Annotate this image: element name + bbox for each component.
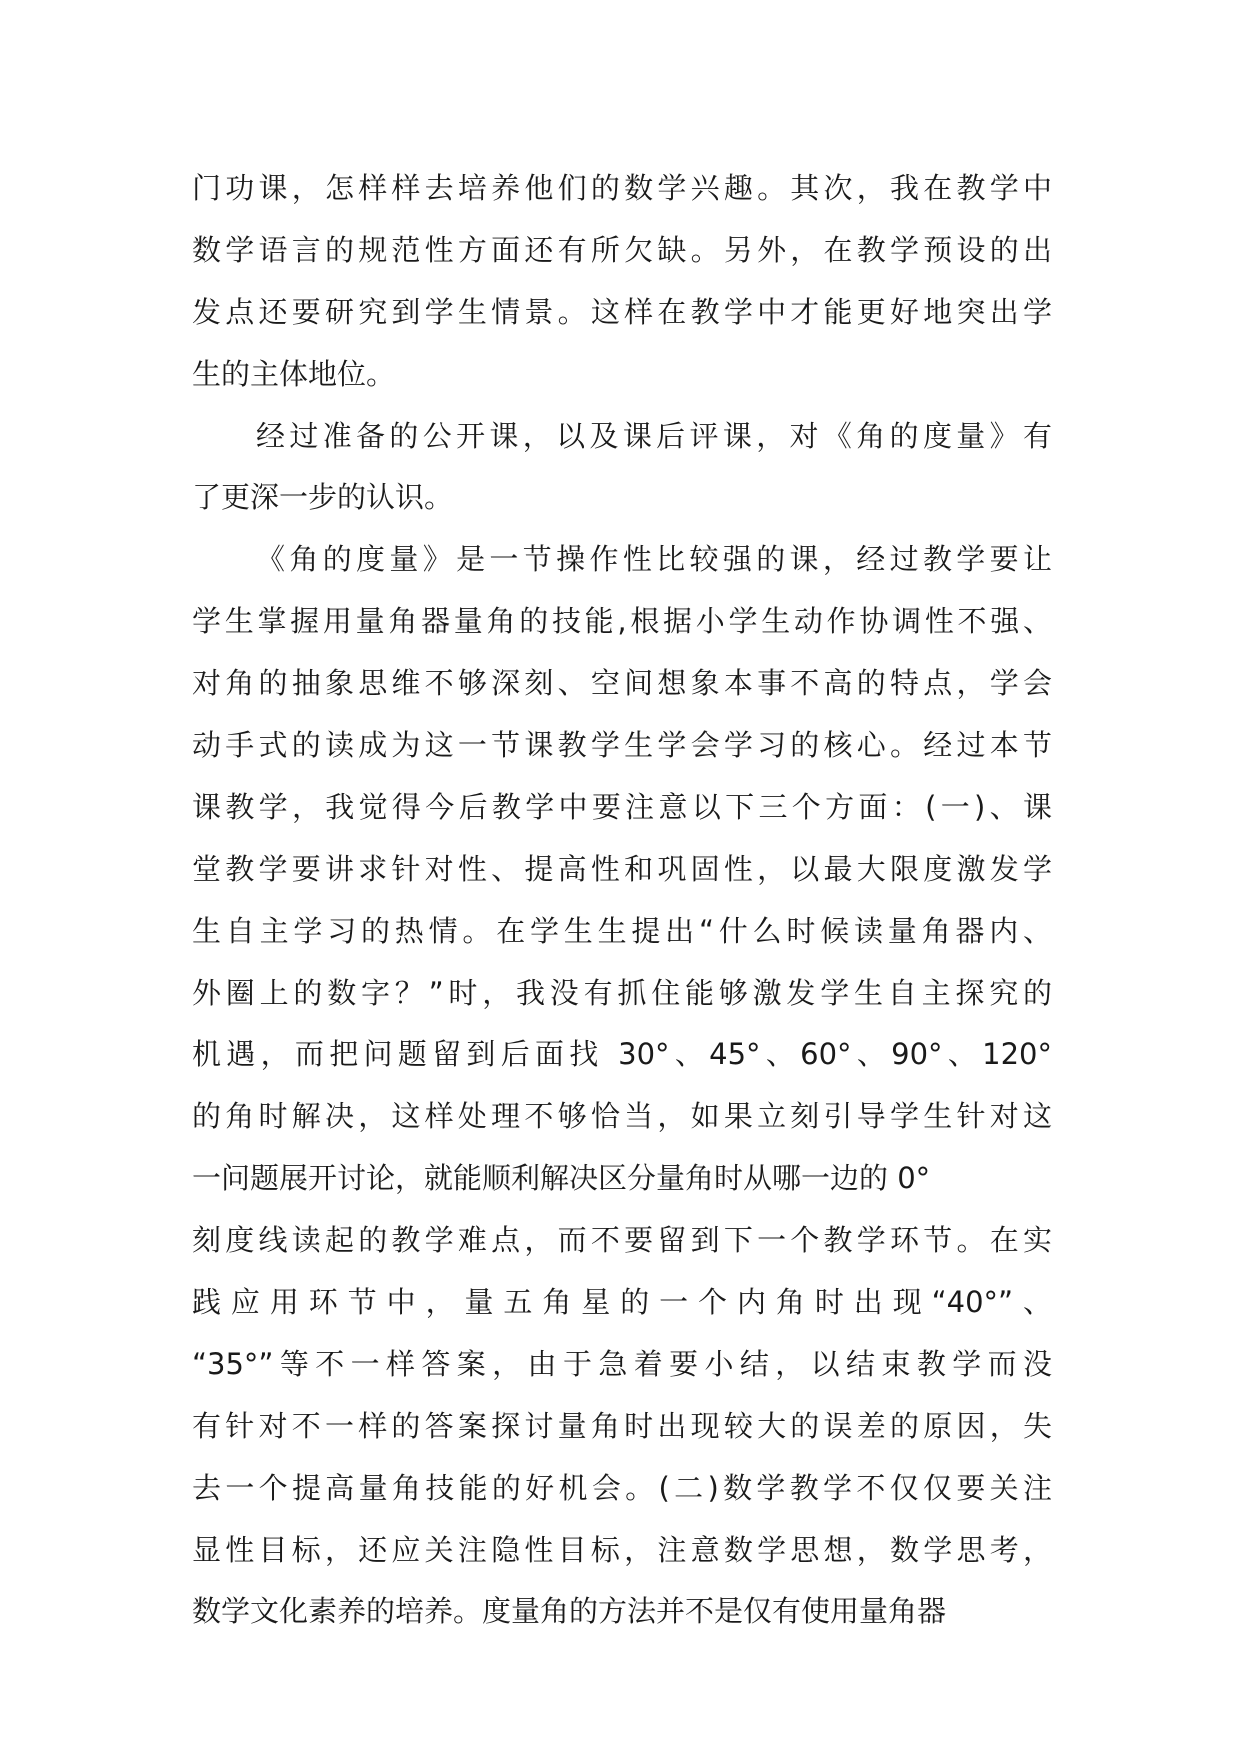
text-line: 生的主体地位。 [192,356,396,391]
text-line: 堂教学要讲求针对性、提高性和巩固性，以最大限度激发学 [192,851,1052,886]
text-line: 课教学，我觉得今后教学中要注意以下三个方面：(一)、课 [192,789,1052,824]
text-line: 数学文化素养的培养。度量角的方法并不是仅有使用量角器 [192,1594,947,1629]
text-line: 的角时解决，这样处理不够恰当，如果立刻引导学生针对这 [192,1099,1052,1134]
text-line: 刻度线读起的教学难点，而不要留到下一个教学环节。在实 [192,1223,1052,1258]
text-line: 机遇，而把问题留到后面找 30°、45°、60°、90°、120° [192,1037,1052,1072]
text-line: 动手式的读成为这一节课教学生学会学习的核心。经过本节 [192,728,1052,763]
text-line: 《角的度量》是一节操作性比较强的课，经过教学要让 [256,542,1052,577]
text-line: 外圈上的数字？”时，我没有抓住能够激发学生自主探究的 [192,975,1052,1010]
text-line: 践应用环节中，量五角星的一个内角时出现“40°”、 [192,1285,1052,1320]
text-line: 一问题展开讨论，就能顺利解决区分量角时从哪一边的 0° [192,1161,931,1196]
text-line: 去一个提高量角技能的好机会。(二)数学教学不仅仅要关注 [192,1470,1052,1505]
text-line: 数学语言的规范性方面还有所欠缺。另外，在教学预设的出 [192,232,1052,267]
text-line: 了更深一步的认识。 [192,480,454,515]
text-line: 有针对不一样的答案探讨量角时出现较大的误差的原因，失 [192,1408,1052,1443]
text-line: “35°”等不一样答案，由于急着要小结，以结束教学而没 [192,1346,1052,1381]
text-line: 生自主学习的热情。在学生生提出“什么时候读量角器内、 [192,913,1052,948]
text-line: 对角的抽象思维不够深刻、空间想象本事不高的特点，学会 [192,666,1052,701]
text-line: 发点还要研究到学生情景。这样在教学中才能更好地突出学 [192,294,1052,329]
text-line: 门功课，怎样样去培养他们的数学兴趣。其次，我在教学中 [192,171,1052,205]
text-line: 学生掌握用量角器量角的技能,根据小学生动作协调性不强、 [192,604,1052,639]
document-body [192,158,1052,1643]
text-line: 经过准备的公开课，以及课后评课，对《角的度量》有 [256,418,1052,453]
text-line: 显性目标，还应关注隐性目标，注意数学思想，数学思考， [192,1532,1052,1567]
